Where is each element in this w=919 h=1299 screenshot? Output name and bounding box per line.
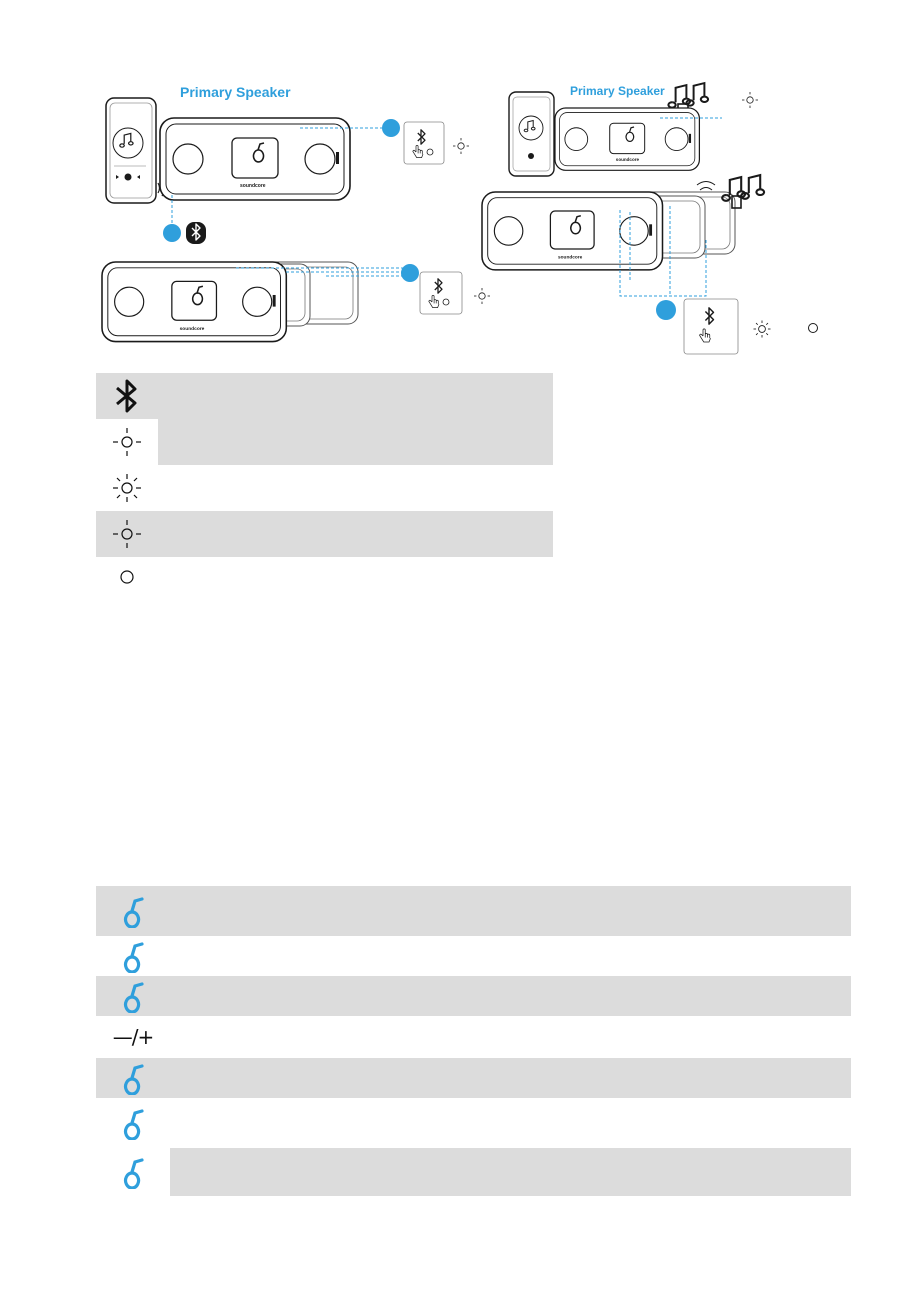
- speaker-right-secondary: [482, 192, 663, 270]
- volume-label: —/+: [112, 1025, 154, 1049]
- volume-icon: [96, 1016, 170, 1058]
- figure-right-title: Primary Speaker: [570, 84, 665, 98]
- soundcore-logo-icon: [96, 936, 170, 976]
- bottom-table-row-7: [96, 1148, 851, 1196]
- bottom-table-row-1: [96, 886, 851, 936]
- soundcore-logo-icon: [96, 886, 170, 936]
- led-blink-slow-icon: [96, 511, 158, 557]
- svg-text:soundcore: soundcore: [179, 326, 205, 332]
- speaker-right-primary: [555, 108, 699, 170]
- step-marker-1: [382, 119, 400, 137]
- speaker-left-primary: [160, 118, 350, 200]
- soundcore-logo-icon: [96, 1058, 170, 1098]
- top-table-row-3: [96, 465, 553, 511]
- bottom-table-row-3: [96, 976, 851, 1016]
- svg-text:soundcore: soundcore: [558, 255, 583, 261]
- bluetooth-icon: [96, 373, 158, 419]
- led-blink-slow-icon: [96, 419, 158, 465]
- phone-right: [509, 92, 554, 176]
- bottom-table-row-6: [96, 1098, 851, 1148]
- speaker-left-secondary: [102, 262, 286, 342]
- top-table-row-5: [96, 557, 553, 597]
- soundcore-logo-icon: [96, 1098, 170, 1148]
- top-table-row-1: [96, 373, 553, 419]
- bottom-table-row-2: [96, 936, 851, 976]
- top-table-row-4: [96, 511, 553, 557]
- soundcore-logo-icon: [96, 1148, 170, 1196]
- bottom-table-row-4: [96, 1016, 851, 1058]
- step-marker-2: [163, 224, 181, 242]
- soundcore-logo-icon: [96, 976, 170, 1016]
- led-blink-fast-icon: [96, 465, 158, 511]
- pairing-illustration: [0, 0, 919, 370]
- step-marker-4: [656, 300, 676, 320]
- svg-text:soundcore: soundcore: [615, 157, 640, 163]
- svg-text:soundcore: soundcore: [240, 183, 266, 189]
- step-marker-3: [401, 264, 419, 282]
- phone-left: [106, 98, 156, 203]
- top-table-row-2: [96, 419, 553, 465]
- bottom-table-row-5: [96, 1058, 851, 1098]
- led-off-icon: [96, 557, 158, 597]
- figure-left-title: Primary Speaker: [180, 84, 291, 100]
